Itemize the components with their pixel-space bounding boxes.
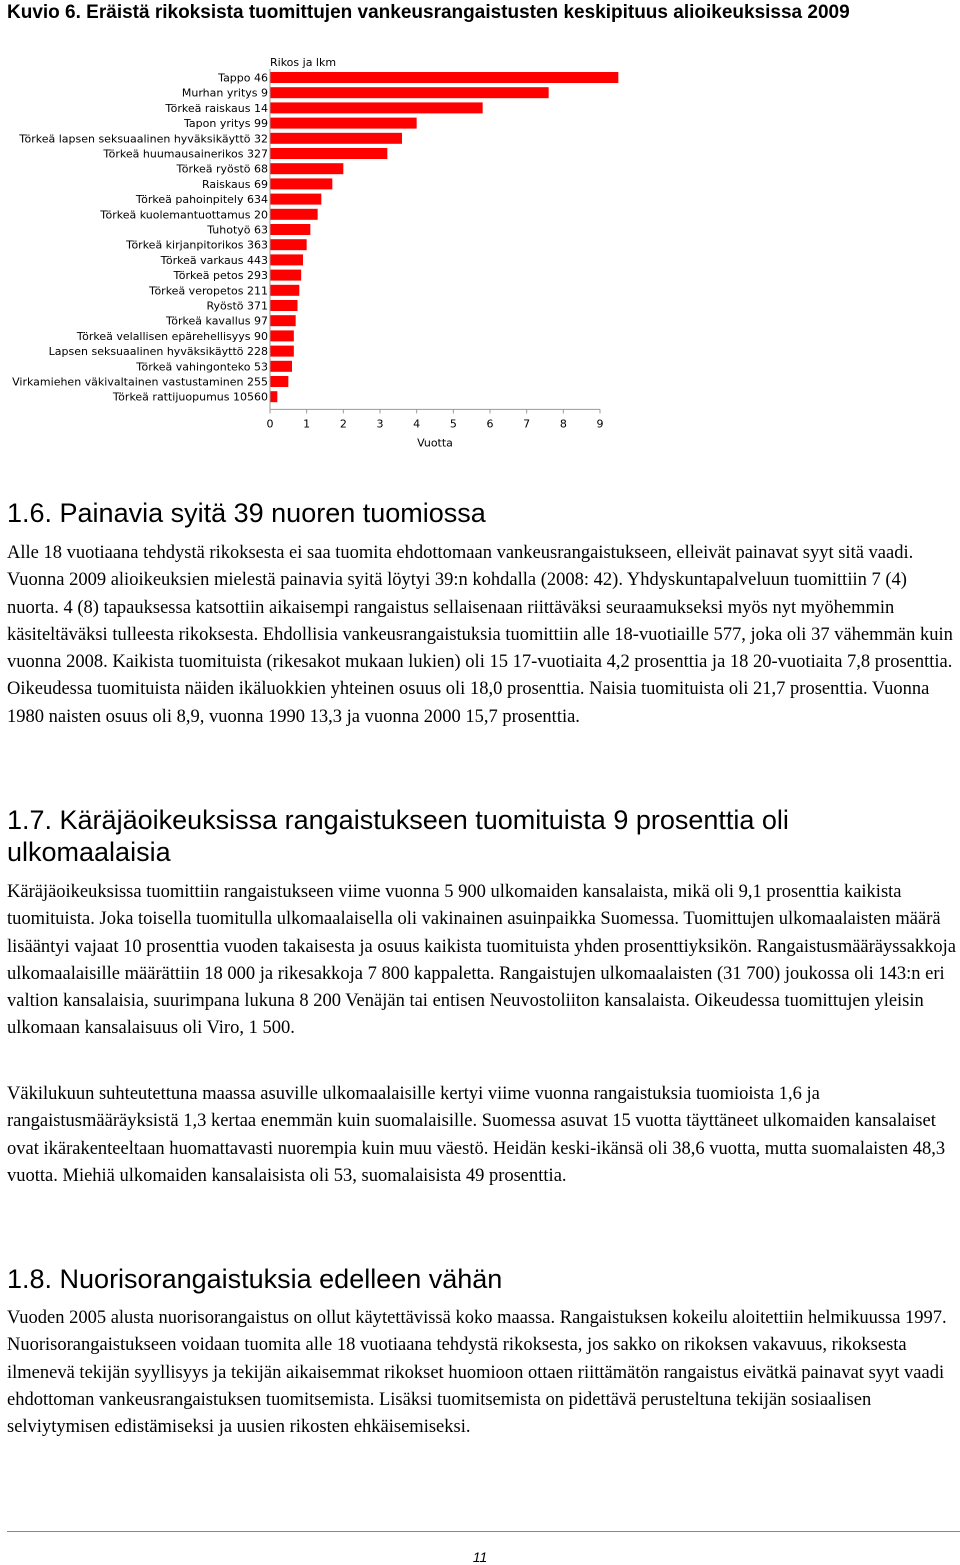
chart-x-tick-label: 9 <box>596 417 604 431</box>
chart-category-label: Törkeä kuolemantuottamus 20 <box>100 208 268 222</box>
bar-chart <box>0 52 620 452</box>
footer-divider <box>7 1531 960 1532</box>
chart-x-tick-label: 8 <box>559 417 567 431</box>
chart-bar <box>270 300 298 311</box>
chart-category-label: Virkamiehen väkivaltainen vastustaminen 255 <box>12 375 268 389</box>
chart-category-label: Törkeä petos 293 <box>173 269 268 283</box>
chart-category-label: Törkeä raiskaus 14 <box>165 101 268 115</box>
chart-x-tick-label: 6 <box>486 417 494 431</box>
chart-bar <box>270 376 288 387</box>
chart-bar <box>270 346 294 357</box>
chart-category-label: Törkeä vahingonteko 53 <box>136 360 268 374</box>
chart-bar <box>270 224 310 235</box>
chart-x-tick-label: 2 <box>339 417 347 431</box>
chart-bar <box>270 148 387 159</box>
chart-bar <box>270 239 307 250</box>
chart-category-axis-label: Rikos ja lkm <box>270 56 337 69</box>
chart-bar <box>270 330 294 341</box>
chart-bar <box>270 194 321 205</box>
section-heading-1-6: 1.6. Painavia syitä 39 nuoren tuomiossa <box>7 498 486 528</box>
chart-category-label: Törkeä veropetos 211 <box>149 284 268 298</box>
chart-category-label: Törkeä velallisen epärehellisyys 90 <box>76 329 268 343</box>
section-1-7-paragraph-1: Käräjäoikeuksissa tuomittiin rangaistukseen viime vuonna 5 900 ulkomaiden kansalaista, mikä oli 9,1 prosenttia kaikista tuomituista. Joka toisella tuomitulla ulkomaalaisella oli vakinainen asuinpaikka Suomessa. Tuomittujen ulkomaalaisten määrä lisääntyi vajaat 10 prosenttia vuoden takaisesta ja osuus kaikista tuomituista yhden prosenttiyksikön. Rangaistusmääräyssakkoja ulkomaalaisille määrättiin 18 000 ja rikesakkoja 7 800 kappaletta. Rangaistujen ulkomaalaisten (31 700) joukossa oli 143:n eri valtion kansalaisia, suurimpana lukuna 8 200 Venäjän tai entisen Neuvostoliiton kansalaista. Oikeudessa tuomittujen yleisin ulkomaan kansalaisuus oli Viro, 1 500. <box>7 882 956 1039</box>
chart-bar <box>270 118 417 129</box>
chart-category-label: Raiskaus 69 <box>201 177 268 191</box>
chart-category-label: Lapsen seksuaalinen hyväksikäyttö 228 <box>48 345 268 359</box>
chart-category-label: Törkeä kirjanpitorikos 363 <box>126 238 268 252</box>
chart-x-tick-label: 1 <box>303 417 311 431</box>
chart-bar <box>270 361 292 372</box>
chart-x-tick-label: 0 <box>266 417 274 431</box>
chart-category-label: Törkeä kavallus 97 <box>166 314 268 328</box>
figure-title: Kuvio 6. Eräistä rikoksista tuomittujen vankeusrangaistusten keskipituus alioikeuksissa 2009 <box>7 2 850 23</box>
chart-category-label: Törkeä rattijuopumus 10560 <box>112 390 268 404</box>
section-heading-1-8: 1.8. Nuorisorangaistuksia edelleen vähän <box>7 1264 503 1294</box>
chart-x-tick-label: 5 <box>449 417 457 431</box>
chart-category-label: Tappo 46 <box>218 71 268 85</box>
section-1-7-paragraph-2: Väkilukuun suhteutettuna maassa asuville ulkomaalaisille kertyi viime vuonna rangaistuksia tuomioista 1,6 ja rangaistusmääräyksistä 1,3 kertaa enemmän kuin suomalaisille. Suomessa asuvat 15 vuotta täyttäneet ulkomaiden kansalaiset ovat ikärakenteeltaan huomattavasti nuorempia kuin muu väestö. Heidän keski-ikänsä oli 38,6 vuotta, mutta suomalaisten 48,3 vuotta. Miehiä ulkomaiden kansalaisista oli 53, suomalaisista 49 prosenttia. <box>7 1084 946 1186</box>
page-number: 11 <box>472 1549 488 1565</box>
chart-bar <box>270 270 301 281</box>
chart-category-label: Murhan yritys 9 <box>181 86 268 100</box>
chart-x-axis-label: Vuotta <box>417 436 453 450</box>
chart-bar <box>270 209 318 220</box>
chart-category-label: Ryöstö 371 <box>206 299 268 313</box>
chart-bar <box>270 178 332 189</box>
chart-x-tick-label: 7 <box>523 417 531 431</box>
chart-category-label: Törkeä varkaus 443 <box>160 253 268 267</box>
chart-bar <box>270 133 402 144</box>
chart-bar <box>270 87 549 98</box>
chart-bar <box>270 285 299 296</box>
chart-category-label: Törkeä pahoinpitely 634 <box>135 193 268 207</box>
section-1-8-paragraph: Vuoden 2005 alusta nuorisorangaistus on ollut käytettävissä koko maassa. Rangaistuksen kokeilu aloitettiin helmikuussa 1997. Nuorisorangaistukseen voidaan tuomita alle 18 vuotiaana tehdystä rikoksesta, jos sakko on rikoksen vakavuus, rikoksesta ilmenevä tekijän syyllisyys ja tekijän aikaisemmat rikokset huomioon ottaen riittämätön rangaistus eivätkä painavat syyt vaadi ehdottoman vankeusrangaistuksen tuomitsemista. Lisäksi tuomitsemista on pidettävä perusteltuna tekijän sosiaalisen selviytymisen edistämiseksi ja uusien rikosten ehkäisemiseksi. <box>7 1308 947 1438</box>
chart-bar <box>270 163 343 174</box>
section-1-6-paragraph: Alle 18 vuotiaana tehdystä rikoksesta ei saa tuomita ehdottomaan vankeusrangaistukseen, elleivät painavat syyt sitä vaadi. Vuonna 2009 alioikeuksien mielestä painavia syitä löytyi 39:n kohdalla (2008: 42). Yhdyskuntapalveluun tuomittiin 7 (4) nuorta. 4 (8) tapauksessa katsottiin aikaisempi rangaistus sellaisenaan riittäväksi seuraamukseksi myös nyt myöhemmin käsiteltäväksi tulleesta rikoksesta. Ehdollisia vankeusrangaistuksia tuomittiin alle 18-vuotiaille 577, joka oli 37 vähemmän kuin vuonna 2008. Kaikista tuomituista (rikesakot mukaan lukien) oli 15 17-vuotiaita 4,2 prosenttia ja 18 20-vuotiaita 7,8 prosenttia. Oikeudessa tuomituista näiden ikäluokkien yhteinen osuus oli 18,0 prosenttia. Naisia tuomituista oli 21,7 prosenttia. Vuonna 1980 naisten osuus oli 8,9, vuonna 1990 13,3 ja vuonna 2000 15,7 prosenttia. <box>7 543 953 727</box>
chart-category-label: Tuhotyö 63 <box>207 223 268 237</box>
chart-bar <box>270 102 483 113</box>
chart-bar <box>270 315 296 326</box>
chart-bars <box>270 72 618 402</box>
chart-category-label: Tapon yritys 99 <box>184 117 268 131</box>
chart-x-tick-label: 4 <box>413 417 421 431</box>
chart-category-label: Törkeä lapsen seksuaalinen hyväksikäyttö 32 <box>19 132 268 146</box>
chart-x-tick-label: 3 <box>376 417 384 431</box>
chart-bar <box>270 391 277 402</box>
chart-category-label: Törkeä ryöstö 68 <box>176 162 268 176</box>
chart-category-label: Törkeä huumausainerikos 327 <box>103 147 268 161</box>
chart-bar <box>270 254 303 265</box>
chart-bar <box>270 72 618 83</box>
section-heading-1-7: 1.7. Käräjäoikeuksissa rangaistukseen tuomituista 9 prosenttia oli ulkomaalaisia <box>7 805 789 867</box>
